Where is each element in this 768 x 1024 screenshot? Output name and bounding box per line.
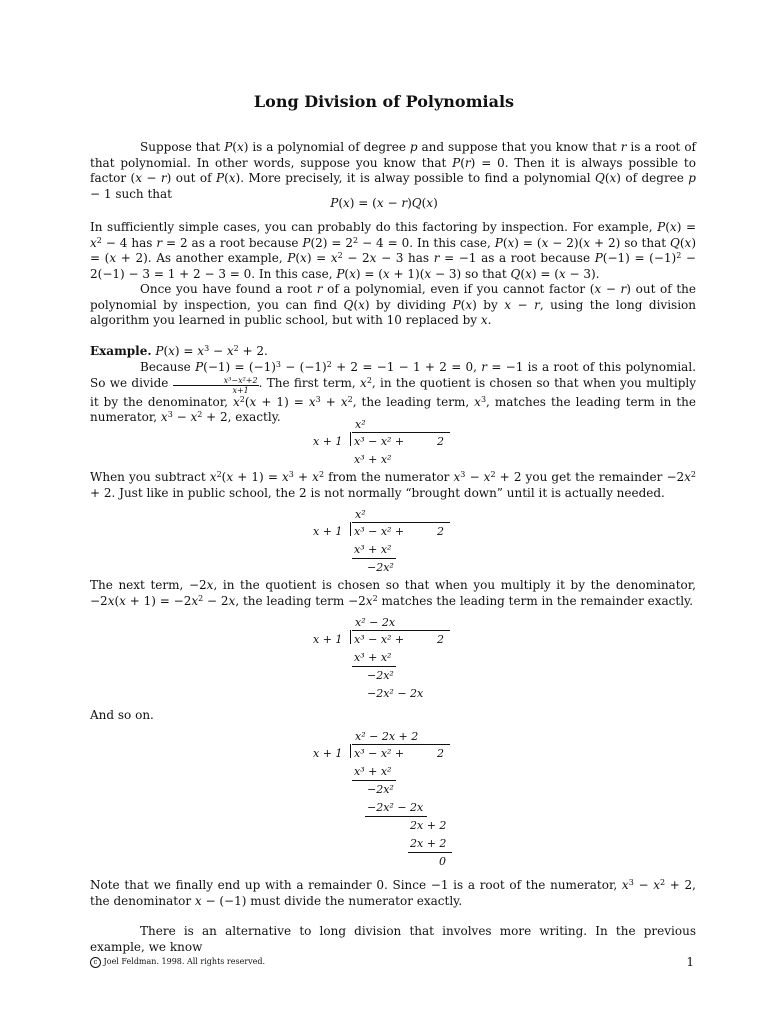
divisor: x + 1 — [313, 747, 343, 760]
subtract-line: x³ + x² — [354, 453, 392, 466]
quotient: x² — [355, 418, 366, 431]
page-title: Long Division of Polynomials — [253, 92, 515, 111]
display-equation: P(x) = (x − r)Q(x) — [330, 196, 438, 210]
remainder: −2x² — [367, 561, 394, 574]
dividend-constant: 2 — [437, 633, 444, 646]
dividend-constant: 2 — [437, 747, 444, 760]
subtract-line: −2x² − 2x — [367, 687, 424, 700]
divisor: x + 1 — [313, 633, 343, 646]
subtract-line: −2x² − 2x — [367, 801, 424, 814]
divisor: x + 1 — [313, 435, 343, 448]
subtract-line: x³ + x² — [354, 543, 392, 556]
dividend: x³ − x² + — [354, 525, 405, 538]
subtract-line: 2x + 2 — [410, 837, 447, 850]
dividend: x³ − x² + — [354, 633, 405, 646]
paragraph: Because $P(-1) = (-1)^3 - (-1)^2 + 2 = -1 - 1 + 2 = 0$, r = −1 is a root of this polynomial. So we divide $\frac{\text{x³−x²+2}}{x+1}$ . The first term, $x^2$, in the quotient is chosen so that when you multiply it by the denominator, $x^2(x + 1) = x^3 + x^2$, the leading term, $x^3$, matches the leading term in the numerator, $x^3 - x^2 + 2$, exactly. — [90, 360, 697, 424]
paragraph: The next term, −2x, in the quotient is chosen so that when you multiply it by the denominator, $-2x(x + 1) = -2x^2 - 2x$, the leading term $-2x^2$ matches the leading term in the remainder exactly. — [90, 578, 696, 608]
remainder: 2x + 2 — [410, 819, 447, 832]
dividend: x³ − x² + — [354, 435, 405, 448]
paragraph: There is an alternative to long division that involves more writing. In the previous example, we know — [90, 924, 696, 954]
final-remainder: 0 — [439, 855, 446, 868]
fraction-denominator: x+1 — [232, 385, 249, 395]
subtract-line: x³ + x² — [354, 651, 392, 664]
quotient: x² — [355, 508, 366, 521]
quotient: x² − 2x — [355, 616, 396, 629]
dividend-constant: 2 — [437, 525, 444, 538]
paragraph: Example. $P(x) = x^3 - x^2 + 2$. — [90, 344, 268, 358]
paragraph: Note that we finally end up with a remainder 0. Since −1 is a root of the numerator, $x^3 - x^2 + 2$, the denominator x − (−1) must divide the numerator exactly. — [90, 878, 697, 908]
copyright-text: Joel Feldman. 1998. All rights reserved. — [103, 957, 266, 966]
paragraph: Suppose that P(x) is a polynomial of degree p and suppose that you know that r is a root of that polynomial. In other words, suppose you know that P(r) = 0. Then it is always possible to factor (x − r) out of P(x). More precisely, it is alway possible to find a polynomial Q(x) of degree p − 1 such that — [90, 140, 696, 201]
footer-copyright — [90, 957, 265, 968]
remainder: −2x² — [367, 783, 394, 796]
fraction-numerator: x³−x²+2 — [173, 376, 259, 386]
dividend: x³ − x² + — [354, 747, 405, 760]
paragraph: Once you have found a root r of a polynomial, even if you cannot factor (x − r) out of the polynomial by inspection, you can find Q(x) by dividing P(x) by x − r, using the long division algorithm you learned in public school, but with 10 replaced by x. — [90, 282, 696, 327]
subtract-line: x³ + x² — [354, 765, 392, 778]
quotient: x² − 2x + 2 — [355, 730, 419, 743]
copyright-icon: c — [90, 957, 101, 968]
paragraph: In sufficiently simple cases, you can probably do this factoring by inspection. For example, $P(x) = x^2 - 4$ has r = 2 as a root because $P(2) = 2^2 - 4 = 0$. In this case, P(x) = (x − 2)(x + 2) so that Q(x) = (x + 2). As another example, $P(x) = x^2 - 2x - 3$ has r = −1 as a root because $P(-1) = (-1)^2 - 2(-1) - 3 = 1 + 2 - 3 = 0$. In this case, P(x) = (x + 1)(x − 3) so that Q(x) = (x − 3). — [90, 220, 696, 281]
paragraph: And so on. — [90, 708, 154, 722]
page-number: 1 — [686, 955, 694, 969]
divisor: x + 1 — [313, 525, 343, 538]
remainder: −2x² — [367, 669, 394, 682]
fraction — [173, 376, 259, 395]
dividend-constant: 2 — [437, 435, 444, 448]
paragraph: When you subtract $x^2(x + 1) = x^3 + x^2$ from the numerator $x^3 - x^2 + 2$ you get the remainder $-2x^2 + 2$. Just like in public school, the 2 is not normally “brought down” until it is actually needed. — [90, 470, 697, 500]
